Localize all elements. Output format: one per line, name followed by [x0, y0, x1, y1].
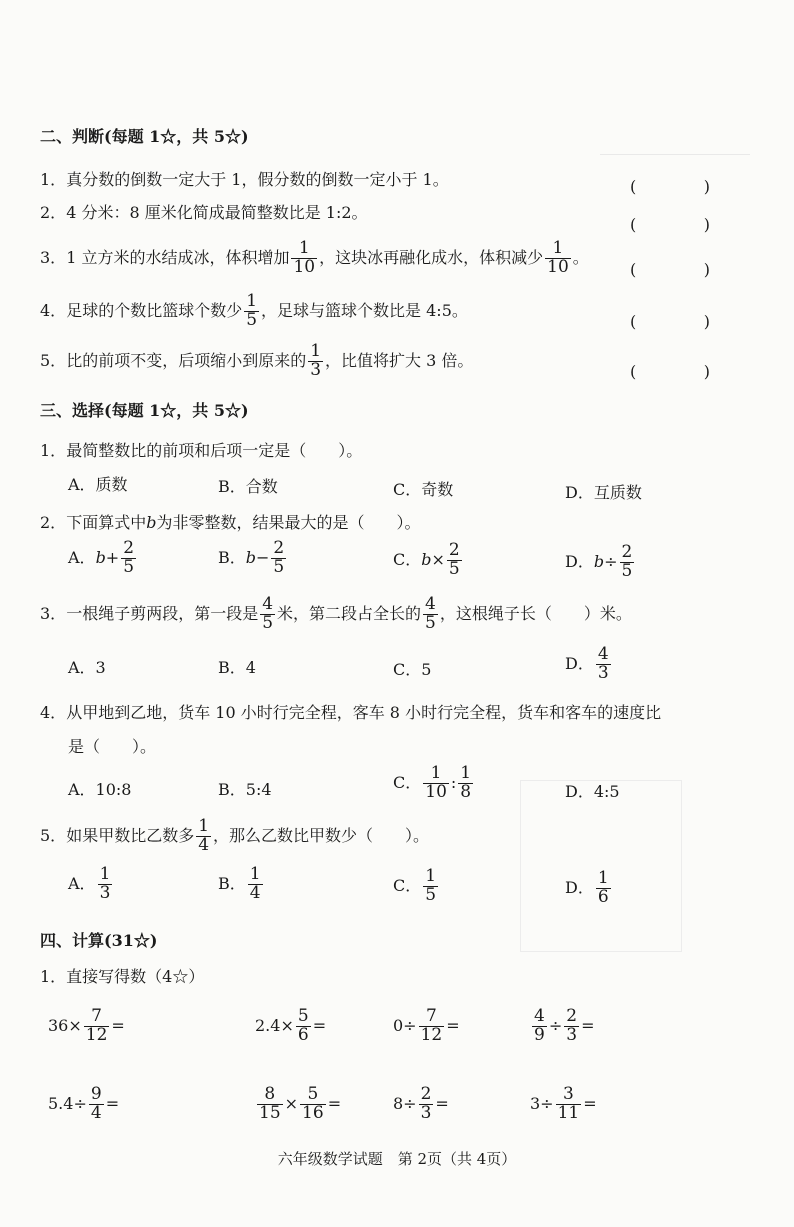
fraction: $\frac{2}{5}$	[123, 538, 135, 577]
option-d[interactable]: D． $\frac{1}{6}$	[565, 868, 609, 907]
option-b[interactable]: B．b− $\frac{2}{5}$	[218, 538, 285, 577]
fraction: $\frac{7}{12}$	[85, 1006, 108, 1045]
judge-item-3: 3．1 立方米的水结成冰，体积增加 $\frac{1}{10}$ ，这块冰再融化成水，体积减少 $\frac{1}{10}$ 。	[40, 238, 589, 277]
choice-q4-line2: 是（ ）。	[68, 737, 157, 756]
option-c[interactable]: C．b× $\frac{2}{5}$	[393, 540, 460, 579]
fraction: $\frac{1}{3}$	[99, 864, 111, 903]
option-c[interactable]: C． $\frac{1}{10}$ : $\frac{1}{8}$	[393, 763, 472, 802]
fraction: $\frac{2}{3}$	[566, 1006, 578, 1045]
option-d[interactable]: D．互质数	[565, 483, 642, 502]
option-c[interactable]: C． $\frac{1}{5}$	[393, 866, 437, 905]
fraction: $\frac{4}{5}$	[425, 594, 436, 633]
judge-item-5: 5．比的前项不变，后项缩小到原来的 $\frac{1}{3}$ ，比值将扩大 3 倍。	[40, 341, 474, 380]
fraction: $\frac{1}{10}$	[425, 763, 447, 802]
choice-q2: 2．下面算式中b为非零整数，结果最大的是（ ）。	[40, 513, 421, 532]
fraction: $\frac{8}{15}$	[259, 1084, 281, 1123]
fraction: $\frac{2}{3}$	[420, 1084, 432, 1123]
judge-item-4: 4．足球的个数比篮球个数少 $\frac{1}{5}$ ，足球与篮球个数比是 4:5。	[40, 291, 468, 330]
option-b[interactable]: B．5:4	[218, 780, 272, 799]
option-a[interactable]: A．质数	[68, 475, 128, 494]
calc-problem: 3÷ $\frac{3}{11}$ =	[530, 1084, 597, 1123]
option-a[interactable]: A．10:8	[68, 780, 132, 799]
judge-heading: 二、判断(每题 1☆，共 5☆)	[40, 127, 249, 146]
choice-heading: 三、选择(每题 1☆，共 5☆)	[40, 401, 249, 420]
page-footer: 六年级数学试题 第 2页（共 4页）	[277, 1150, 517, 1168]
fraction: $\frac{1}{5}$	[246, 291, 258, 330]
fraction: $\frac{5}{16}$	[302, 1084, 324, 1123]
fraction: $\frac{4}{5}$	[262, 594, 274, 633]
fraction: $\frac{3}{11}$	[557, 1084, 580, 1123]
calc-heading: 四、计算(31☆)	[40, 931, 158, 950]
fraction: $\frac{4}{9}$	[534, 1006, 545, 1045]
calc-subheading: 1．直接写得数（4☆）	[40, 967, 205, 986]
calc-problem: $\frac{4}{9}$ ÷ $\frac{2}{3}$ =	[534, 1006, 595, 1045]
fraction: $\frac{7}{12}$	[420, 1006, 443, 1045]
fraction: $\frac{1}{4}$	[198, 816, 210, 855]
option-d[interactable]: D．b÷ $\frac{2}{5}$	[565, 542, 633, 581]
fraction: $\frac{1}{10}$	[293, 238, 316, 277]
calc-problem: $\frac{8}{15}$ × $\frac{5}{16}$ =	[259, 1084, 342, 1123]
fraction: $\frac{2}{5}$	[621, 542, 633, 581]
option-d[interactable]: D． $\frac{4}{3}$	[565, 644, 609, 683]
fraction: $\frac{1}{8}$	[460, 763, 472, 802]
choice-q1: 1．最简整数比的前项和后项一定是（ ）。	[40, 441, 363, 460]
option-a[interactable]: A． $\frac{1}{3}$	[68, 864, 111, 903]
option-c[interactable]: C．奇数	[393, 480, 454, 499]
fraction: $\frac{9}{4}$	[90, 1084, 102, 1123]
choice-q5: 5．如果甲数比乙数多 $\frac{1}{4}$ ，那么乙数比甲数少（ ）。	[40, 816, 430, 855]
option-b[interactable]: B．合数	[218, 477, 278, 496]
judge-item-2: 2．4 分米：8 厘米化简成最简整数比是 1:2。	[40, 203, 368, 222]
calc-problem: 2.4× $\frac{5}{6}$ =	[255, 1006, 327, 1045]
choice-q4: 4．从甲地到乙地，货车 10 小时行完全程，客车 8 小时行完全程，货车和客车的速度比	[40, 703, 662, 722]
fraction: $\frac{5}{6}$	[297, 1006, 309, 1045]
fraction: $\frac{1}{3}$	[310, 341, 322, 380]
fraction: $\frac{1}{4}$	[249, 864, 261, 903]
option-b[interactable]: B． $\frac{1}{4}$	[218, 864, 261, 903]
option-c[interactable]: C．5	[393, 660, 432, 679]
judge-item-1: 1．真分数的倒数一定大于 1，假分数的倒数一定小于 1。	[40, 170, 449, 189]
fraction: $\frac{1}{6}$	[597, 868, 609, 907]
choice-q3: 3．一根绳子剪两段，第一段是 $\frac{4}{5}$ 米，第二段占全长的 $\frac{4}{5}$ ，这根绳子长（ ）米。	[40, 594, 632, 633]
fraction: $\frac{2}{5}$	[448, 540, 460, 579]
calc-problem: 8÷ $\frac{2}{3}$ =	[393, 1084, 449, 1123]
calc-problem: 5.4÷ $\frac{9}{4}$ =	[48, 1084, 120, 1123]
option-a[interactable]: A．3	[68, 658, 106, 677]
bleed-through-mark	[600, 140, 750, 155]
calc-problem: 0÷ $\frac{7}{12}$ =	[393, 1006, 460, 1045]
option-d[interactable]: D．4:5	[565, 782, 620, 801]
fraction: $\frac{4}{3}$	[597, 644, 609, 683]
calc-problem: 36× $\frac{7}{12}$ =	[48, 1006, 125, 1045]
fraction: $\frac{1}{10}$	[547, 238, 569, 277]
bleed-through-mark	[520, 780, 682, 952]
fraction: $\frac{1}{5}$	[425, 866, 437, 905]
fraction: $\frac{2}{5}$	[273, 538, 285, 577]
option-a[interactable]: A．b+ $\frac{2}{5}$	[68, 538, 135, 577]
option-b[interactable]: B．4	[218, 658, 256, 677]
